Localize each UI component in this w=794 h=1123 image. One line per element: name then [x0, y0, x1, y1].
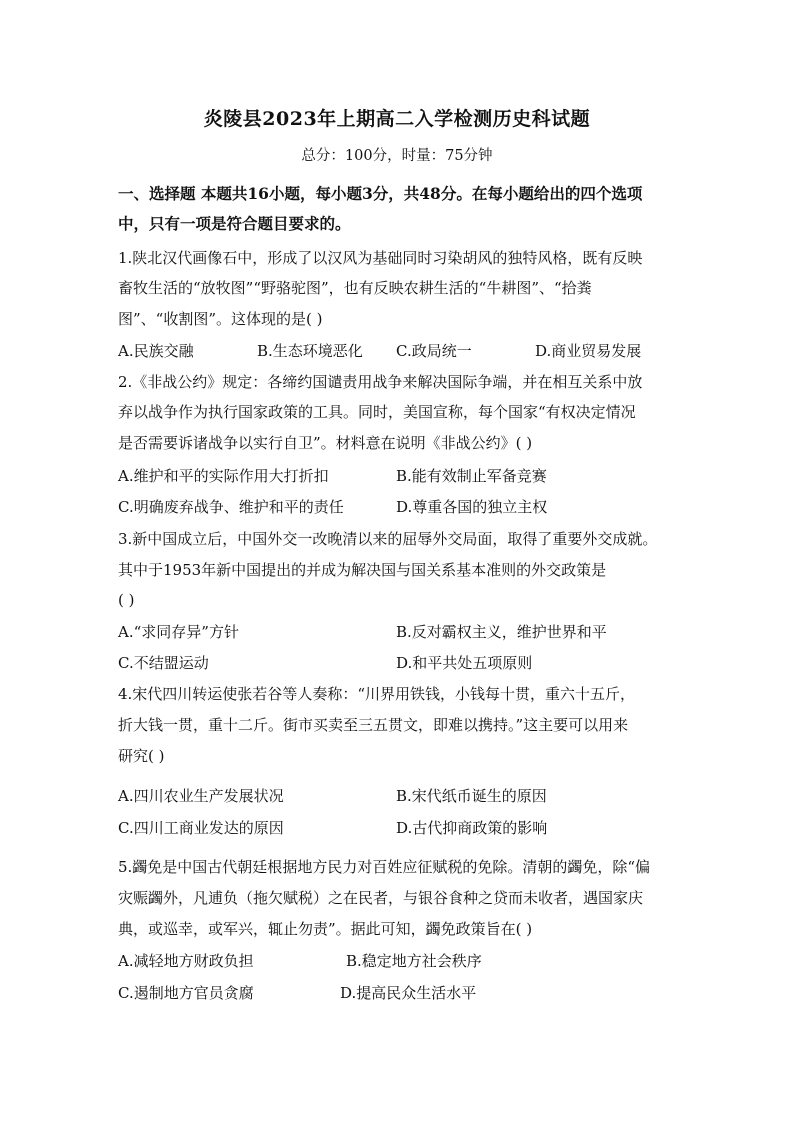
- question-5-option-a[interactable]: A.减轻地方财政负担: [118, 952, 254, 970]
- question-1-line-3: 图”、“收割图”。这体现的是( ): [118, 310, 323, 328]
- question-4-line-2: 折大钱一贯，重十二斤。街市买卖至三五贯文，即难以携持。”这主要可以用来: [118, 716, 629, 734]
- question-2-option-a[interactable]: A.维护和平的实际作用大打折扣: [118, 467, 329, 485]
- question-5-option-c[interactable]: C.遏制地方官员贪腐: [118, 984, 254, 1002]
- question-3-option-c[interactable]: C.不结盟运动: [118, 654, 209, 672]
- score-time-info: 总分：100分，时量：75分钟: [301, 148, 493, 164]
- question-3-line-3: ( ): [118, 591, 135, 609]
- question-2-option-b[interactable]: B.能有效制止军备竞赛: [396, 467, 547, 485]
- question-3-line-1: 3.新中国成立后，中国外交一改晚清以来的屈辱外交局面，取得了重要外交成就。: [118, 530, 658, 548]
- question-3-option-d[interactable]: D.和平共处五项原则: [396, 654, 533, 672]
- question-5-line-2: 灾赈蠲外，凡逋负（拖欠赋税）之在民者，与银谷食种之贷而未收者，遇国家庆: [118, 889, 644, 907]
- question-2-line-2: 弃以战争作为执行国家政策的工具。同时，美国宣称，每个国家“有权决定情况: [118, 403, 636, 421]
- page-title: 炎陵县2023年上期高二入学检测历史科试题: [203, 108, 591, 130]
- question-5-option-b[interactable]: B.稳定地方社会秩序: [346, 952, 482, 970]
- section-heading-line-2: 中，只有一项是符合题目要求的。: [118, 214, 351, 233]
- question-1-line-1: 1.陕北汉代画像石中，形成了以汉风为基础同时习染胡风的独特风格，既有反映: [118, 249, 643, 267]
- question-1-option-d[interactable]: D.商业贸易发展: [535, 342, 642, 360]
- question-4-option-a[interactable]: A.四川农业生产发展状况: [118, 787, 284, 805]
- question-2-option-c[interactable]: C.明确废弃战争、维护和平的责任: [118, 498, 344, 516]
- question-4-line-3: 研究( ): [118, 747, 165, 765]
- question-3-option-b[interactable]: B.反对霸权主义，维护世界和平: [396, 623, 607, 641]
- question-3-line-2: 其中于1953年新中国提出的并成为解决国与国关系基本准则的外交政策是: [118, 561, 607, 579]
- section-heading-line-1: 一、选择题 本题共16小题，每小题3分，共48分。在每小题给出的四个选项: [118, 184, 643, 203]
- question-3-option-a[interactable]: A.“求同存异”方针: [118, 623, 239, 641]
- question-4-option-b[interactable]: B.宋代纸币诞生的原因: [396, 787, 547, 805]
- question-2-option-d[interactable]: D.尊重各国的独立主权: [396, 498, 548, 516]
- question-1-option-c[interactable]: C.政局统一: [396, 342, 472, 360]
- question-1-option-b[interactable]: B.生态环境恶化: [257, 342, 363, 360]
- question-5-line-3: 典，或巡幸，或军兴，辄止勿责”。据此可知，蠲免政策旨在( ): [118, 920, 533, 938]
- question-4-line-1: 4.宋代四川转运使张若谷等人奏称：“川界用铁钱，小钱每十贯，重六十五斤，: [118, 685, 635, 703]
- question-5-line-1: 5.蠲免是中国古代朝廷根据地方民力对百姓应征赋税的免除。清朝的蠲免，除“偏: [118, 858, 650, 876]
- question-5-option-d[interactable]: D.提高民众生活水平: [340, 984, 477, 1002]
- question-2-line-1: 2.《非战公约》规定：各缔约国谴责用战争来解决国际争端，并在相互关系中放: [118, 373, 643, 391]
- question-1-line-2: 畜牧生活的“放牧图”“野骆驼图”，也有反映农耕生活的“牛耕图”、“拾粪: [118, 279, 592, 297]
- question-1-option-a[interactable]: A.民族交融: [118, 342, 194, 360]
- question-4-option-d[interactable]: D.古代抑商政策的影响: [396, 819, 548, 837]
- question-2-line-3: 是否需要诉诸战争以实行自卫”。材料意在说明《非战公约》( ): [118, 434, 533, 452]
- question-4-option-c[interactable]: C.四川工商业发达的原因: [118, 819, 284, 837]
